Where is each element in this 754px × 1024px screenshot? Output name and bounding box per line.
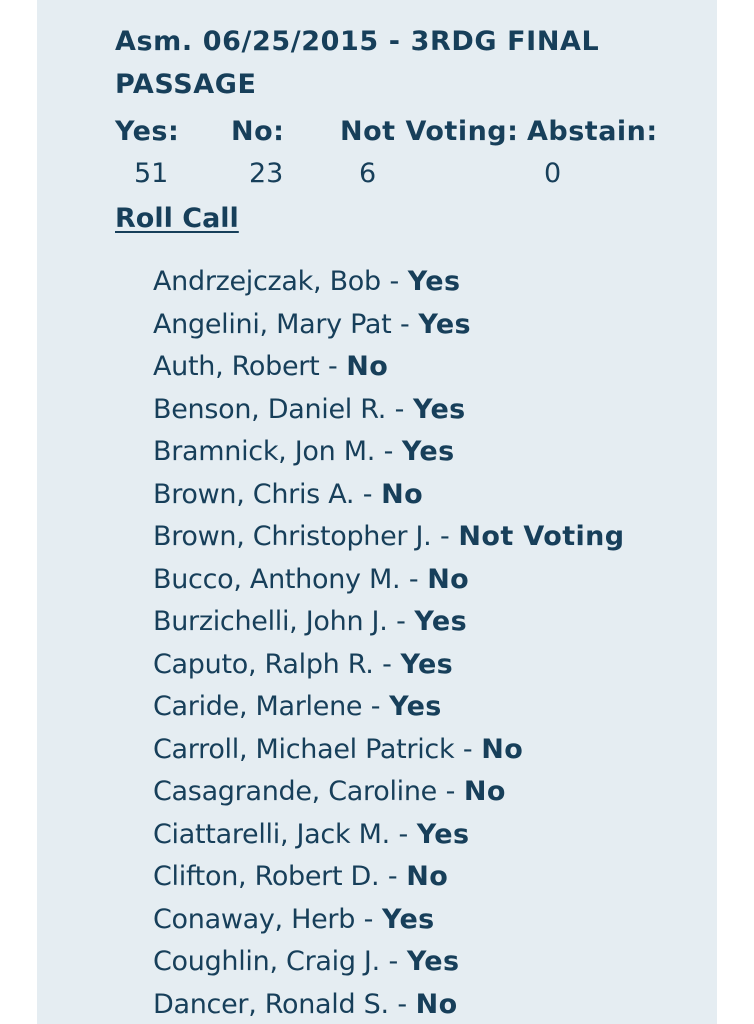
member-vote: Yes [414,606,468,637]
vote-separator: - [373,648,401,680]
vote-separator: - [388,988,416,1020]
vote-panel [37,0,717,1024]
vote-separator: - [436,776,464,807]
list-item [153,601,625,644]
member-name: Casagrande, Caroline [153,776,437,807]
member-name: Auth, Robert [153,351,320,382]
abstain-label: Abstain: [527,116,658,147]
list-item [153,346,625,389]
member-name: Carroll, Michael Patrick [153,733,455,765]
member-vote: No [463,776,506,807]
yes-label: Yes: [115,116,180,147]
member-vote: Yes [412,393,466,425]
member-name: Clifton, Robert D. [153,861,380,892]
member-vote: Yes [407,266,461,297]
vote-separator: - [431,521,459,552]
member-vote: Not Voting [458,521,625,552]
member-name: Brown, Christopher J. [153,521,432,552]
member-name: Coughlin, Craig J. [153,946,380,977]
list-item [153,389,625,432]
member-vote: Yes [416,818,470,850]
vote-separator: - [391,308,419,340]
list-item [153,431,625,474]
member-name: Angelini, Mary Pat [153,308,392,340]
member-name: Caputo, Ralph R. [153,648,374,680]
roll-call-list [153,261,625,1024]
vote-separator: - [386,393,413,425]
list-item [153,644,625,687]
list-item [153,984,625,1024]
roll-call-link[interactable]: Roll Call [115,203,239,234]
not-voting-count: 6 [359,158,377,189]
vote-title: Asm. 06/25/2015 - 3RDG FINAL PASSAGE [115,26,600,100]
vote-separator: - [400,563,428,595]
member-name: Brown, Chris A. [153,478,355,510]
vote-separator: - [379,946,407,977]
list-item [153,856,625,899]
member-vote: Yes [400,648,454,680]
member-vote: Yes [401,436,455,467]
list-item [153,729,625,772]
member-name: Andrzejczak, Bob [153,266,381,297]
member-vote: Yes [418,308,471,340]
list-item [153,771,625,814]
member-vote: Yes [381,903,435,935]
no-label: No: [231,116,285,147]
vote-separator: - [374,436,402,467]
list-item [153,516,625,559]
list-item [153,899,625,942]
vote-separator: - [389,818,417,850]
member-name: Conaway, Herb [153,903,356,935]
list-item [153,261,625,304]
member-name: Bramnick, Jon M. [153,436,375,467]
abstain-count: 0 [544,158,562,189]
member-vote: Yes [406,946,460,977]
list-item [153,814,625,857]
member-name: Caride, Marlene [153,691,363,722]
yes-count: 51 [134,158,169,189]
vote-separator: - [454,733,482,765]
list-item [153,686,625,729]
no-count: 23 [249,158,284,189]
member-name: Bucco, Anthony M. [153,563,401,595]
member-vote: No [427,563,470,595]
member-vote: No [415,988,458,1020]
member-name: Burzichelli, John J. [153,606,388,637]
vote-separator: - [355,903,382,935]
list-item [153,941,625,984]
member-name: Ciattarelli, Jack M. [153,818,390,850]
member-vote: No [481,733,524,765]
vote-separator: - [362,691,390,722]
member-name: Benson, Daniel R. [153,393,387,425]
list-item [153,559,625,602]
vote-separator: - [380,266,408,297]
list-item [153,304,625,347]
vote-separator: - [319,351,347,382]
member-name: Dancer, Ronald S. [153,988,389,1020]
member-vote: No [406,861,449,892]
list-item [153,474,625,517]
vote-separator: - [387,606,415,637]
vote-separator: - [379,861,407,892]
member-vote: No [346,351,389,382]
member-vote: No [381,478,424,510]
vote-separator: - [354,478,382,510]
member-vote: Yes [389,691,442,722]
not-voting-label: Not Voting: [340,116,519,147]
